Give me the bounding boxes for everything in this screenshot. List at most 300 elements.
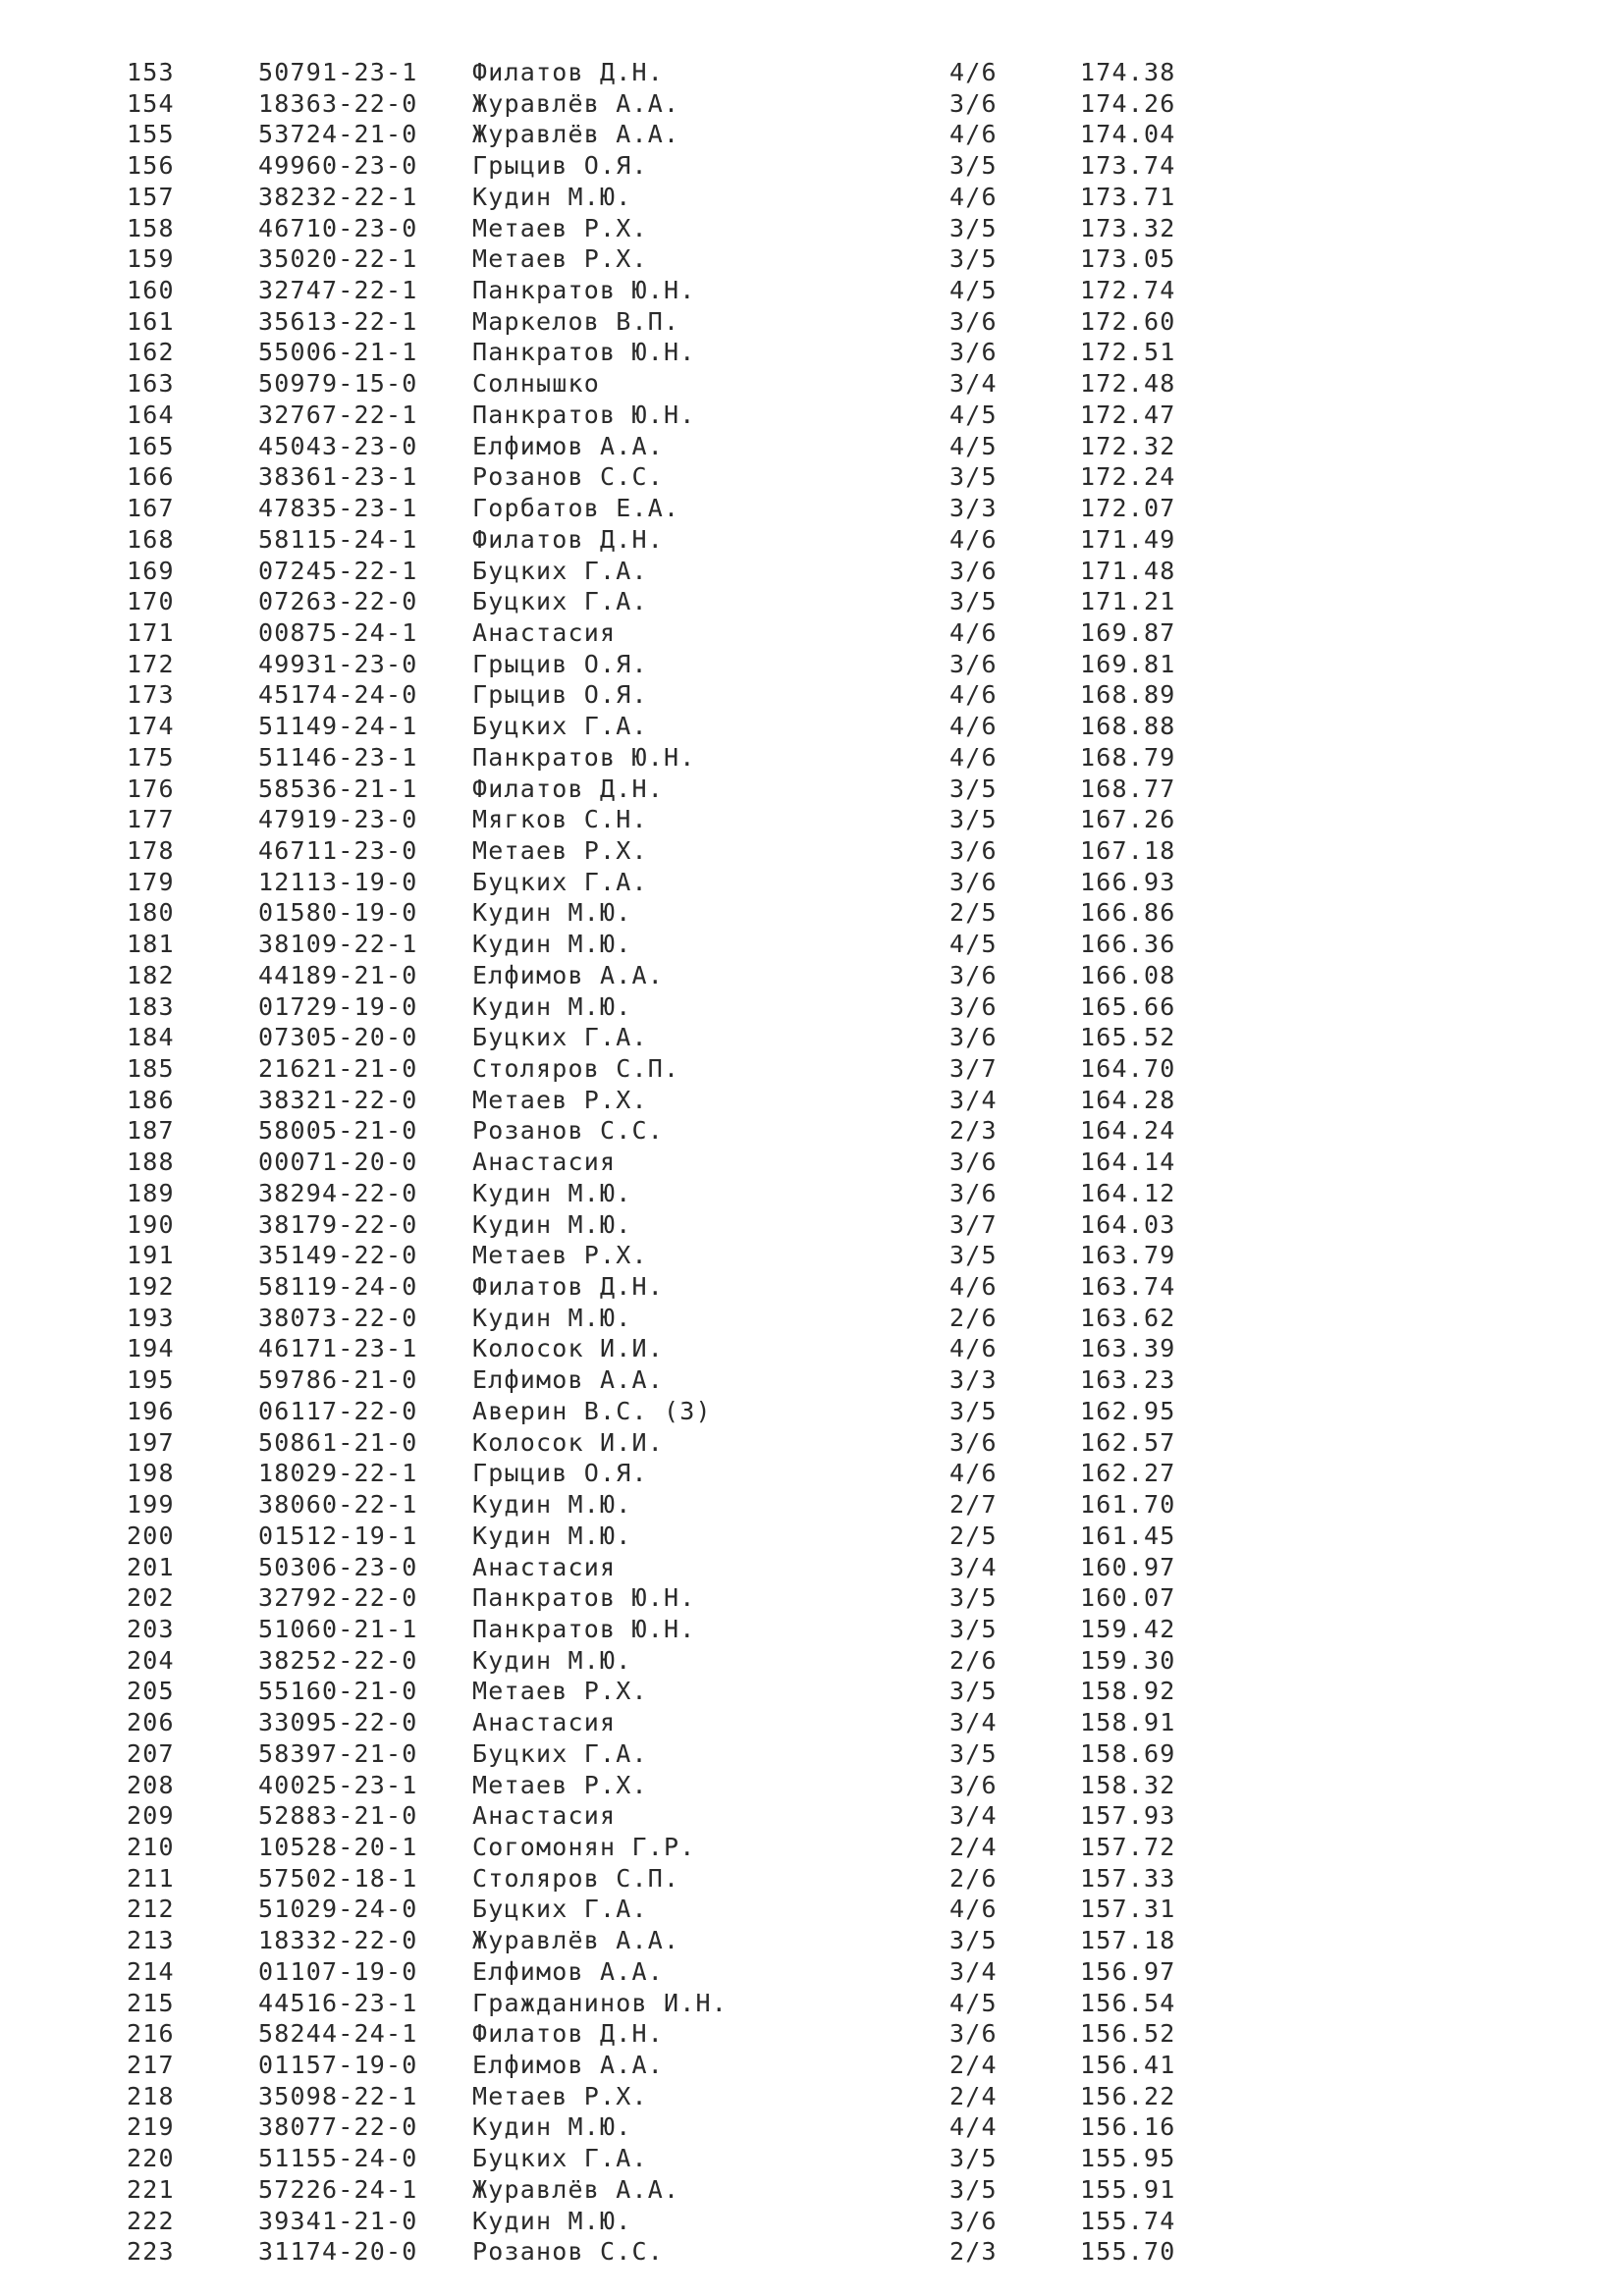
score-cell: 3/7 (949, 1054, 998, 1083)
score-cell: 3/5 (949, 1614, 998, 1643)
score-cell: 4/6 (949, 680, 998, 710)
owner-name-cell: Столяров С.П. (472, 1863, 680, 1893)
ring-number-cell: 35098-22-1 (258, 2081, 418, 2110)
table-row (0, 1396, 1624, 1427)
table-row (0, 493, 1624, 524)
score-cell: 2/6 (949, 1303, 998, 1332)
table-row (0, 1988, 1624, 2019)
owner-name-cell: Буцких Г.А. (472, 1895, 648, 1924)
ring-number-cell: 12113-19-0 (258, 867, 418, 896)
ring-number-cell: 51155-24-0 (258, 2144, 418, 2173)
ring-number-cell: 46711-23-0 (258, 835, 418, 865)
place-cell: 159 (127, 244, 175, 274)
owner-name-cell: Журавлёв А.А. (472, 1926, 680, 1955)
place-cell: 214 (127, 1956, 175, 1986)
place-cell: 197 (127, 1427, 175, 1457)
speed-cell: 165.52 (1080, 1023, 1176, 1052)
score-cell: 4/6 (949, 617, 998, 647)
place-cell: 157 (127, 182, 175, 211)
owner-name-cell: Горбатов Е.А. (472, 494, 680, 523)
ring-number-cell: 38109-22-1 (258, 930, 418, 959)
place-cell: 218 (127, 2081, 175, 2110)
ring-number-cell: 10528-20-1 (258, 1832, 418, 1861)
score-cell: 3/4 (949, 1956, 998, 1986)
ring-number-cell: 46171-23-1 (258, 1334, 418, 1363)
place-cell: 179 (127, 867, 175, 896)
score-cell: 3/6 (949, 1023, 998, 1052)
score-cell: 3/6 (949, 835, 998, 865)
score-cell: 2/4 (949, 2051, 998, 2079)
speed-cell: 165.66 (1080, 991, 1176, 1021)
score-cell: 3/3 (949, 1365, 998, 1395)
place-cell: 199 (127, 1490, 175, 1520)
owner-name-cell: Метаев Р.Х. (472, 835, 648, 865)
table-row (0, 1645, 1624, 1677)
score-cell: 4/6 (949, 524, 998, 554)
ring-number-cell: 50791-23-1 (258, 58, 418, 86)
score-cell: 4/6 (949, 712, 998, 741)
ring-number-cell: 00875-24-1 (258, 617, 418, 647)
owner-name-cell: Буцких Г.А. (472, 587, 648, 616)
score-cell: 2/5 (949, 1521, 998, 1550)
score-cell: 3/4 (949, 1085, 998, 1114)
owner-name-cell: Филатов Д.Н. (472, 1272, 665, 1302)
place-cell: 156 (127, 151, 175, 181)
speed-cell: 164.70 (1080, 1054, 1176, 1083)
place-cell: 203 (127, 1614, 175, 1643)
place-cell: 202 (127, 1583, 175, 1613)
table-row (0, 243, 1624, 275)
speed-cell: 174.04 (1080, 120, 1176, 149)
score-cell: 4/5 (949, 400, 998, 429)
place-cell: 215 (127, 1988, 175, 2017)
speed-cell: 159.30 (1080, 1645, 1176, 1675)
place-cell: 162 (127, 338, 175, 367)
score-cell: 3/4 (949, 1552, 998, 1581)
speed-cell: 172.32 (1080, 431, 1176, 460)
place-cell: 153 (127, 58, 175, 86)
place-cell: 170 (127, 587, 175, 616)
place-cell: 154 (127, 88, 175, 118)
table-row (0, 2081, 1624, 2112)
table-row (0, 649, 1624, 680)
owner-name-cell: Елфимов А.А. (472, 960, 665, 989)
score-cell: 3/5 (949, 805, 998, 834)
speed-cell: 166.36 (1080, 930, 1176, 959)
owner-name-cell: Колосок И.И. (472, 1427, 665, 1457)
table-row (0, 1925, 1624, 1956)
table-row (0, 119, 1624, 150)
place-cell: 164 (127, 400, 175, 429)
owner-name-cell: Анастасия (472, 1148, 617, 1177)
table-row (0, 1115, 1624, 1147)
score-cell: 3/5 (949, 1926, 998, 1955)
ring-number-cell: 01157-19-0 (258, 2051, 418, 2079)
owner-name-cell: Буцких Г.А. (472, 556, 648, 585)
owner-name-cell: Панкратов Ю.Н. (472, 400, 696, 429)
speed-cell: 172.48 (1080, 369, 1176, 399)
ring-number-cell: 38294-22-0 (258, 1178, 418, 1207)
place-cell: 207 (127, 1738, 175, 1768)
score-cell: 3/6 (949, 960, 998, 989)
table-row (0, 275, 1624, 306)
score-cell: 3/5 (949, 1396, 998, 1425)
place-cell: 194 (127, 1334, 175, 1363)
ring-number-cell: 33095-22-0 (258, 1708, 418, 1737)
owner-name-cell: Кудин М.Ю. (472, 1490, 632, 1520)
speed-cell: 161.45 (1080, 1521, 1176, 1550)
place-cell: 221 (127, 2174, 175, 2204)
speed-cell: 172.07 (1080, 494, 1176, 523)
speed-cell: 174.26 (1080, 88, 1176, 118)
ring-number-cell: 59786-21-0 (258, 1365, 418, 1395)
place-cell: 210 (127, 1832, 175, 1861)
owner-name-cell: Филатов Д.Н. (472, 2019, 665, 2049)
score-cell: 3/5 (949, 2174, 998, 2204)
table-row (0, 1364, 1624, 1396)
speed-cell: 173.71 (1080, 182, 1176, 211)
score-cell: 3/5 (949, 1738, 998, 1768)
place-cell: 163 (127, 369, 175, 399)
score-cell: 3/6 (949, 556, 998, 585)
place-cell: 189 (127, 1178, 175, 1207)
place-cell: 171 (127, 617, 175, 647)
ring-number-cell: 51029-24-0 (258, 1895, 418, 1924)
table-row (0, 1147, 1624, 1178)
owner-name-cell: Кудин М.Ю. (472, 2206, 632, 2235)
speed-cell: 164.12 (1080, 1178, 1176, 1207)
owner-name-cell: Анастасия (472, 1552, 617, 1581)
speed-cell: 158.32 (1080, 1770, 1176, 1799)
table-row (0, 1770, 1624, 1801)
speed-cell: 164.28 (1080, 1085, 1176, 1114)
table-row (0, 804, 1624, 835)
speed-cell: 156.54 (1080, 1988, 1176, 2017)
ring-number-cell: 50861-21-0 (258, 1427, 418, 1457)
place-cell: 155 (127, 120, 175, 149)
table-row (0, 679, 1624, 711)
score-cell: 3/5 (949, 774, 998, 803)
speed-cell: 161.70 (1080, 1490, 1176, 1520)
owner-name-cell: Грыцив О.Я. (472, 1459, 648, 1488)
table-row (0, 1240, 1624, 1271)
place-cell: 185 (127, 1054, 175, 1083)
owner-name-cell: Аверин В.С. (З) (472, 1396, 712, 1425)
score-cell: 4/6 (949, 1895, 998, 1924)
table-row (0, 400, 1624, 431)
table-row (0, 1333, 1624, 1364)
results-table (0, 57, 1624, 2268)
table-row (0, 897, 1624, 929)
speed-cell: 160.97 (1080, 1552, 1176, 1581)
score-cell: 2/6 (949, 1863, 998, 1893)
table-row (0, 1614, 1624, 1645)
table-row (0, 2236, 1624, 2268)
place-cell: 188 (127, 1148, 175, 1177)
table-row (0, 960, 1624, 991)
place-cell: 173 (127, 680, 175, 710)
ring-number-cell: 38073-22-0 (258, 1303, 418, 1332)
owner-name-cell: Журавлёв А.А. (472, 120, 680, 149)
place-cell: 217 (127, 2051, 175, 2079)
place-cell: 190 (127, 1209, 175, 1239)
score-cell: 3/6 (949, 306, 998, 336)
ring-number-cell: 18363-22-0 (258, 88, 418, 118)
owner-name-cell: Кудин М.Ю. (472, 1209, 632, 1239)
score-cell: 3/4 (949, 1708, 998, 1737)
score-cell: 4/6 (949, 1459, 998, 1488)
ring-number-cell: 01512-19-1 (258, 1521, 418, 1550)
score-cell: 3/7 (949, 1209, 998, 1239)
speed-cell: 167.18 (1080, 835, 1176, 865)
speed-cell: 171.49 (1080, 524, 1176, 554)
speed-cell: 155.70 (1080, 2237, 1176, 2267)
table-row (0, 2143, 1624, 2174)
ring-number-cell: 38179-22-0 (258, 1209, 418, 1239)
ring-number-cell: 38060-22-1 (258, 1490, 418, 1520)
table-row (0, 461, 1624, 493)
place-cell: 176 (127, 774, 175, 803)
owner-name-cell: Грыцив О.Я. (472, 151, 648, 181)
ring-number-cell: 51060-21-1 (258, 1614, 418, 1643)
place-cell: 181 (127, 930, 175, 959)
owner-name-cell: Кудин М.Ю. (472, 182, 632, 211)
table-row (0, 524, 1624, 556)
score-cell: 3/5 (949, 213, 998, 242)
owner-name-cell: Буцких Г.А. (472, 1738, 648, 1768)
table-row (0, 1085, 1624, 1116)
ring-number-cell: 51146-23-1 (258, 742, 418, 772)
score-cell: 4/5 (949, 930, 998, 959)
table-row (0, 1489, 1624, 1521)
place-cell: 177 (127, 805, 175, 834)
ring-number-cell: 21621-21-0 (258, 1054, 418, 1083)
place-cell: 184 (127, 1023, 175, 1052)
speed-cell: 158.92 (1080, 1677, 1176, 1706)
ring-number-cell: 47835-23-1 (258, 494, 418, 523)
place-cell: 174 (127, 712, 175, 741)
table-row (0, 88, 1624, 120)
ring-number-cell: 35613-22-1 (258, 306, 418, 336)
ring-number-cell: 58119-24-0 (258, 1272, 418, 1302)
table-row (0, 1707, 1624, 1738)
owner-name-cell: Анастасия (472, 617, 617, 647)
speed-cell: 156.97 (1080, 1956, 1176, 1986)
ring-number-cell: 07305-20-0 (258, 1023, 418, 1052)
speed-cell: 157.18 (1080, 1926, 1176, 1955)
speed-cell: 162.27 (1080, 1459, 1176, 1488)
place-cell: 175 (127, 742, 175, 772)
speed-cell: 171.48 (1080, 556, 1176, 585)
score-cell: 3/3 (949, 494, 998, 523)
ring-number-cell: 07263-22-0 (258, 587, 418, 616)
owner-name-cell: Елфимов А.А. (472, 2051, 665, 2079)
speed-cell: 155.95 (1080, 2144, 1176, 2173)
table-row (0, 431, 1624, 462)
score-cell: 3/6 (949, 1770, 998, 1799)
speed-cell: 172.74 (1080, 276, 1176, 305)
speed-cell: 157.93 (1080, 1801, 1176, 1831)
ring-number-cell: 18332-22-0 (258, 1926, 418, 1955)
ring-number-cell: 32792-22-0 (258, 1583, 418, 1613)
table-row (0, 1832, 1624, 1863)
speed-cell: 172.51 (1080, 338, 1176, 367)
score-cell: 3/6 (949, 2206, 998, 2235)
place-cell: 201 (127, 1552, 175, 1581)
score-cell: 4/5 (949, 1988, 998, 2017)
table-row (0, 1800, 1624, 1832)
table-row (0, 1178, 1624, 1209)
speed-cell: 172.24 (1080, 462, 1176, 492)
place-cell: 223 (127, 2237, 175, 2267)
owner-name-cell: Елфимов А.А. (472, 1365, 665, 1395)
owner-name-cell: Метаев Р.Х. (472, 1085, 648, 1114)
ring-number-cell: 49931-23-0 (258, 649, 418, 678)
speed-cell: 169.81 (1080, 649, 1176, 678)
ring-number-cell: 40025-23-1 (258, 1770, 418, 1799)
speed-cell: 166.86 (1080, 898, 1176, 928)
place-cell: 204 (127, 1645, 175, 1675)
owner-name-cell: Филатов Д.Н. (472, 774, 665, 803)
score-cell: 2/4 (949, 1832, 998, 1861)
table-row (0, 306, 1624, 338)
score-cell: 3/5 (949, 587, 998, 616)
table-row (0, 150, 1624, 182)
score-cell: 3/6 (949, 1178, 998, 1207)
place-cell: 167 (127, 494, 175, 523)
ring-number-cell: 49960-23-0 (258, 151, 418, 181)
owner-name-cell: Розанов С.С. (472, 462, 665, 492)
place-cell: 158 (127, 213, 175, 242)
table-row (0, 929, 1624, 960)
ring-number-cell: 35149-22-0 (258, 1241, 418, 1270)
ring-number-cell: 01107-19-0 (258, 1956, 418, 1986)
table-row (0, 1209, 1624, 1241)
place-cell: 166 (127, 462, 175, 492)
owner-name-cell: Колосок И.И. (472, 1334, 665, 1363)
owner-name-cell: Кудин М.Ю. (472, 1178, 632, 1207)
owner-name-cell: Метаев Р.Х. (472, 213, 648, 242)
table-row (0, 57, 1624, 88)
table-row (0, 867, 1624, 898)
place-cell: 180 (127, 898, 175, 928)
speed-cell: 159.42 (1080, 1614, 1176, 1643)
score-cell: 3/4 (949, 369, 998, 399)
score-cell: 3/5 (949, 1677, 998, 1706)
owner-name-cell: Маркелов В.П. (472, 306, 680, 336)
owner-name-cell: Журавлёв А.А. (472, 88, 680, 118)
owner-name-cell: Кудин М.Ю. (472, 991, 632, 1021)
ring-number-cell: 45043-23-0 (258, 431, 418, 460)
owner-name-cell: Столяров С.П. (472, 1054, 680, 1083)
owner-name-cell: Кудин М.Ю. (472, 898, 632, 928)
score-cell: 4/6 (949, 742, 998, 772)
speed-cell: 172.60 (1080, 306, 1176, 336)
owner-name-cell: Солнышко (472, 369, 601, 399)
ring-number-cell: 00071-20-0 (258, 1148, 418, 1177)
score-cell: 4/5 (949, 276, 998, 305)
owner-name-cell: Панкратов Ю.Н. (472, 276, 696, 305)
score-cell: 4/6 (949, 1334, 998, 1363)
owner-name-cell: Панкратов Ю.Н. (472, 1583, 696, 1613)
score-cell: 3/5 (949, 2144, 998, 2173)
table-row (0, 1956, 1624, 1988)
ring-number-cell: 35020-22-1 (258, 244, 418, 274)
ring-number-cell: 32747-22-1 (258, 276, 418, 305)
place-cell: 208 (127, 1770, 175, 1799)
table-row (0, 182, 1624, 213)
owner-name-cell: Метаев Р.Х. (472, 1241, 648, 1270)
owner-name-cell: Кудин М.Ю. (472, 2112, 632, 2142)
speed-cell: 157.72 (1080, 1832, 1176, 1861)
table-row (0, 991, 1624, 1023)
speed-cell: 158.91 (1080, 1708, 1176, 1737)
speed-cell: 157.33 (1080, 1863, 1176, 1893)
place-cell: 178 (127, 835, 175, 865)
owner-name-cell: Журавлёв А.А. (472, 2174, 680, 2204)
place-cell: 191 (127, 1241, 175, 1270)
table-row (0, 556, 1624, 587)
ring-number-cell: 38321-22-0 (258, 1085, 418, 1114)
place-cell: 192 (127, 1272, 175, 1302)
score-cell: 4/6 (949, 58, 998, 86)
owner-name-cell: Буцких Г.А. (472, 2144, 648, 2173)
speed-cell: 156.22 (1080, 2081, 1176, 2110)
owner-name-cell: Анастасия (472, 1708, 617, 1737)
owner-name-cell: Розанов С.С. (472, 1116, 665, 1146)
table-row (0, 1738, 1624, 1770)
speed-cell: 173.32 (1080, 213, 1176, 242)
speed-cell: 169.87 (1080, 617, 1176, 647)
ring-number-cell: 46710-23-0 (258, 213, 418, 242)
owner-name-cell: Мягков С.Н. (472, 805, 648, 834)
owner-name-cell: Кудин М.Ю. (472, 1521, 632, 1550)
place-cell: 219 (127, 2112, 175, 2142)
place-cell: 206 (127, 1708, 175, 1737)
place-cell: 172 (127, 649, 175, 678)
score-cell: 3/6 (949, 649, 998, 678)
speed-cell: 158.69 (1080, 1738, 1176, 1768)
score-cell: 4/5 (949, 431, 998, 460)
table-row (0, 2111, 1624, 2143)
ring-number-cell: 38361-23-1 (258, 462, 418, 492)
score-cell: 3/6 (949, 1148, 998, 1177)
score-cell: 4/6 (949, 182, 998, 211)
ring-number-cell: 32767-22-1 (258, 400, 418, 429)
ring-number-cell: 47919-23-0 (258, 805, 418, 834)
speed-cell: 157.31 (1080, 1895, 1176, 1924)
ring-number-cell: 01580-19-0 (258, 898, 418, 928)
speed-cell: 164.03 (1080, 1209, 1176, 1239)
place-cell: 183 (127, 991, 175, 1021)
ring-number-cell: 58115-24-1 (258, 524, 418, 554)
ring-number-cell: 31174-20-0 (258, 2237, 418, 2267)
owner-name-cell: Гражданинов И.Н. (472, 1988, 729, 2017)
ring-number-cell: 58536-21-1 (258, 774, 418, 803)
place-cell: 220 (127, 2144, 175, 2173)
place-cell: 212 (127, 1895, 175, 1924)
speed-cell: 173.05 (1080, 244, 1176, 274)
table-row (0, 1427, 1624, 1459)
score-cell: 4/6 (949, 1272, 998, 1302)
place-cell: 196 (127, 1396, 175, 1425)
ring-number-cell: 55160-21-0 (258, 1677, 418, 1706)
owner-name-cell: Елфимов А.А. (472, 431, 665, 460)
score-cell: 2/3 (949, 1116, 998, 1146)
speed-cell: 171.21 (1080, 587, 1176, 616)
ring-number-cell: 51149-24-1 (258, 712, 418, 741)
table-row (0, 586, 1624, 617)
